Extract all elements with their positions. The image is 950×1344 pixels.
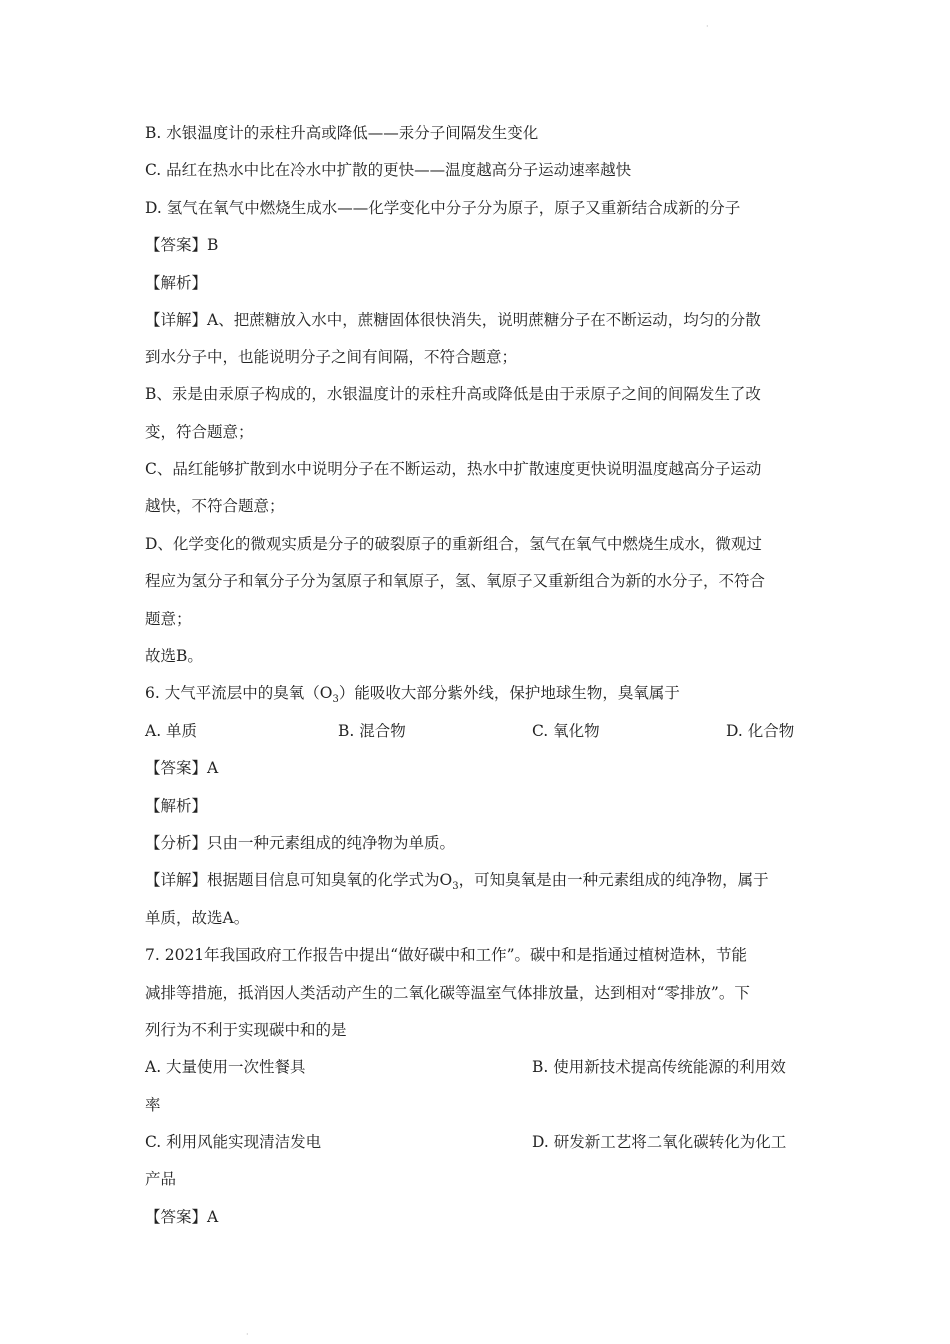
explanation-line-q6: 【详解】根据题目信息可知臭氧的化学式为$O_3$，可知臭氧是由一种元素组成的纯净物，属于 bbox=[145, 871, 769, 893]
option-c-q7: C. 利用风能实现清洁发电 bbox=[145, 1133, 322, 1151]
question-6: 6. 大气平流层中的臭氧$(O_3)$能吸收大部分紫外线，保护地球生物，臭氧属于 bbox=[145, 684, 680, 706]
option-b-q6: B. 混合物 bbox=[338, 722, 406, 740]
option-d-q5: D. 氢气在氧气中燃烧生成水——化学变化中分子分为原子，原子又重新结合成新的分子 bbox=[145, 199, 741, 217]
option-b-q7: B. 使用新技术提高传统能源的利用效 bbox=[532, 1058, 786, 1076]
explanation-line-q6: 单质，故选A。 bbox=[145, 909, 250, 927]
option-d-q6: D. 化合物 bbox=[726, 722, 795, 740]
explanation-line: 【详解】A、把蔗糖放入水中，蔗糖固体很快消失，说明蔗糖分子在不断运动，均匀的分散 bbox=[145, 311, 761, 329]
option-c-q5: C. 品红在热水中比在冷水中扩散的更快——温度越高分子运动速率越快 bbox=[145, 161, 632, 179]
answer-q6: 【答案】A bbox=[145, 759, 219, 777]
option-a-q7: A. 大量使用一次性餐具 bbox=[145, 1058, 306, 1076]
explanation-line: D、化学变化的微观实质是分子的破裂原子的重新组合，氢气在氧气中燃烧生成水，微观过 bbox=[145, 535, 762, 553]
answer-q7: 【答案】A bbox=[145, 1208, 219, 1226]
explanation-line: 题意； bbox=[145, 610, 192, 628]
explanation-line: 变，符合题意； bbox=[145, 423, 254, 441]
option-a-q6: A. 单质 bbox=[145, 722, 198, 740]
option-d-q7-cont: 产品 bbox=[145, 1170, 177, 1188]
answer-q5: 【答案】B bbox=[145, 236, 219, 254]
explanation-line: 程应为氢分子和氧分子分为氢原子和氧原子，氢、氧原子又重新组合为新的水分子，不符合 bbox=[145, 572, 766, 590]
explanation-line: 到水分子中，也能说明分子之间有间隔，不符合题意； bbox=[145, 348, 518, 366]
explanation-line: 越快，不符合题意； bbox=[145, 497, 285, 515]
analysis-line-q6: 【分析】只由一种元素组成的纯净物为单质。 bbox=[145, 834, 456, 852]
explanation-line: C、品红能够扩散到水中说明分子在不断运动，热水中扩散速度更快说明温度越高分子运动 bbox=[145, 460, 762, 478]
footer-mark: · bbox=[246, 1330, 249, 1339]
choice-line-q5: 故选B。 bbox=[145, 647, 203, 665]
analysis-heading-q6: 【解析】 bbox=[145, 797, 208, 815]
analysis-heading-q5: 【解析】 bbox=[145, 274, 208, 292]
question-7: 减排等措施，抵消因人类活动产生的二氧化碳等温室气体排放量，达到相对“零排放”。下 bbox=[145, 984, 750, 1002]
corner-mark: · bbox=[706, 22, 709, 31]
explanation-line: B、汞是由汞原子构成的，水银温度计的汞柱升高或降低是由于汞原子之间的间隔发生了改 bbox=[145, 385, 761, 403]
option-c-q6: C. 氧化物 bbox=[532, 722, 600, 740]
question-7: 列行为不利于实现碳中和的是 bbox=[145, 1021, 347, 1039]
option-b-q7-cont: 率 bbox=[145, 1096, 161, 1114]
option-d-q7: D. 研发新工艺将二氧化碳转化为化工 bbox=[532, 1133, 787, 1151]
question-7: 7. 2021年我国政府工作报告中提出“做好碳中和工作”。碳中和是指通过植树造林，节能 bbox=[145, 946, 748, 964]
option-b-q5: B. 水银温度计的汞柱升高或降低——汞分子间隔发生变化 bbox=[145, 124, 539, 142]
